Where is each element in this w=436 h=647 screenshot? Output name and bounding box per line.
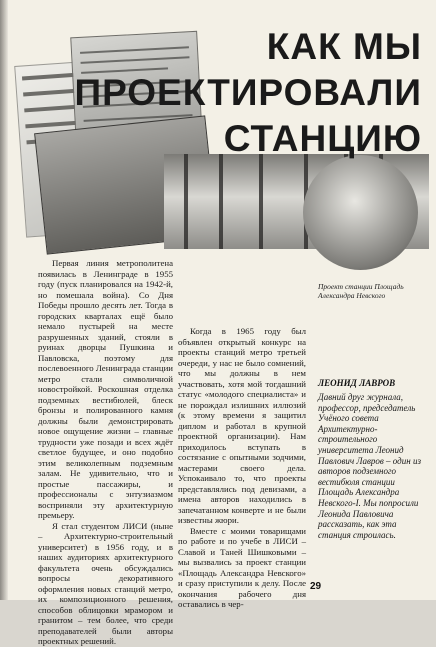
article-column-left: [38, 258, 173, 647]
author-bio: Давний друг журнала, профессор, председатель Учёного совета Архитектурно-строительного университета Леонид Павлович Лавров – один из авторов подземного вестибюля станции Площадь Александра Невского-I. Мы попросили Леонида Павловича рассказать, как эта станция строилась.: [318, 392, 421, 540]
article-title: [74, 28, 422, 158]
title-line-2: ПРОЕКТИРОВАЛИ: [74, 72, 422, 113]
title-line-3: СТАНЦИЮ: [223, 118, 422, 159]
photo-caption: Проект станции Площадь Александра Невского: [318, 282, 404, 300]
title-line-1: КАК МЫ: [266, 26, 422, 67]
paragraph-1: Первая линия метрополитена появилась в Ленинграде в 1955 году (пуск планировался на 1942-й, но помешала война). Со Дня Победы прошло десять лет. Тогда в городских кварталах ещё было немало пустырей на месте разрушенных зданий, стояли в руинах дворцы Пушкина и Павловска, поэтому для послевоенного Ленинграда станции метро стали символичной новостройкой. Роскошная отделка подземных вестибюлей, блеск бронзы и полированного камня должны были демонстрировать новое ощущение жизни – главные трудности уже позади и всех ждёт светлое будущее, и оно подобно этим великолепным подземным залам. Не удивительно, что и простые пассажиры, и профессионалы с энтузиазмом восприняли эту архитектурную премьеру.: [38, 258, 173, 520]
author-name: ЛЕОНИД ЛАВРОВ: [318, 378, 396, 388]
paragraph-2: Я стал студентом ЛИСИ (ныне – Архитектурно-строительный университет) в 1956 году, и в наших аудиториях архитектурного факультета очень обсуждались вопросы декоративного оформления новых станций метро, их композиционного решения, способов облицовки мрамором и гранитом – тем более, что среди преподавателей были авторы проектных решений.: [38, 520, 173, 646]
paragraph-4: Вместе с моими товарищами по работе и по учебе в ЛИСИ – Славой и Таней Шишковыми – мы вызвались за проект станции «Площадь Александра Невского» и сразу приступили к делу. После окончания рабочего дня оставались в чер-: [178, 525, 306, 609]
article-column-right: [178, 326, 306, 610]
station-dome-photo: [303, 155, 418, 270]
page-number: 29: [310, 581, 322, 592]
page-gutter-shadow: [0, 0, 8, 600]
paragraph-3: Когда в 1965 году был объявлен открытый конкурс на проекты станций метро третьей очереди, у нас не было сомнений, что мы должны в нем участвовать, хотя мой тогдашний статус «молодого специалиста» и не порождал излишних иллюзий (к этому времени я защитил диплом и работал в крупной проектной организации). Нам приходилось вступать в состязание с опытными зодчими, мастерами своего дела. Успокаивало то, что проекты представлялись под девизами, а имена авторов находились в запечатанном конверте и не были известны жюри.: [178, 326, 306, 525]
